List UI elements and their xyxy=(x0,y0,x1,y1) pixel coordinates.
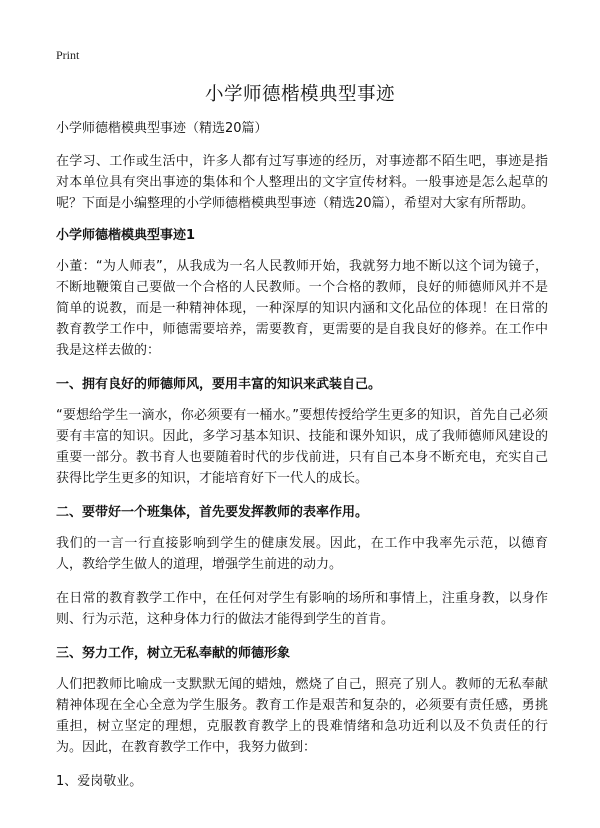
list-item: 1、爱岗敬业。 xyxy=(56,774,143,789)
section-paragraph: 小董：“为人师表”，从我成为一名人民教师开始，我就努力地不断以这个词为镜子，不断地鞭策自己要做一个合格的人民教师。一个合格的教师，良好的师德师风并不是简单的说教，而是一种精神体现，一种深厚的知识内涵和文化品位的体现！在日常的教育教学工作中，师德需要培养，需要教育，更需要的是自我良好的修养。在工作中我是这样去做的： xyxy=(56,259,548,358)
heading-two-paragraph-2: 在日常的教育教学工作中，在任何对学生有影响的场所和事情上，注重身教，以身作则、行为示范，这种身体力行的做法才能得到学生的首肯。 xyxy=(56,591,548,627)
heading-three: 三、努力工作，树立无私奉献的师德形象 xyxy=(56,646,291,661)
heading-one-paragraph: “要想给学生一滴水，你必须要有一桶水。”要想传授给学生更多的知识，首先自己必须要有丰富的知识。因此，多学习基本知识、技能和课外知识，成了我师德师风建设的重要一部分。教书育人也要随着时代的步伐前进，只有自己本身不断充电，充实自己获得比学生更多的知识，才能培育好下一代人的成长。 xyxy=(56,408,548,486)
document-title: 小学师德楷模典型事迹 xyxy=(204,84,395,105)
document-subtitle: 小学师德楷模典型事迹（精选20篇） xyxy=(56,121,268,136)
print-label: Print xyxy=(56,48,80,62)
heading-three-paragraph: 人们把教师比喻成一支默默无闻的蜡烛，燃烧了自己，照亮了别人。教师的无私奉献精神体现在全心全意为学生服务。教育工作是艰苦和复杂的，必须要有责任感，勇挑重担，树立坚定的理想，克服教育教学上的畏难情绪和急功近利以及不负责任的行为。因此，在教育教学工作中，我努力做到： xyxy=(56,677,548,755)
heading-two-paragraph-1: 我们的一言一行直接影响到学生的健康发展。因此，在工作中我率先示范，以德育人，教给学生做人的道理，增强学生前进的动力。 xyxy=(56,536,548,572)
heading-two: 二、要带好一个班集体，首先要发挥教师的表率作用。 xyxy=(56,505,369,520)
section-title: 小学师德楷模典型事迹1 xyxy=(56,228,196,243)
intro-paragraph: 在学习、工作或生活中，许多人都有过写事迹的经历，对事迹都不陌生吧，事迹是指对本单位具有突出事迹的集体和个人整理出的文字宣传材料。一般事迹是怎么起草的呢？下面是小编整理的小学师德楷模典型事迹（精选20篇），希望对大家有所帮助。 xyxy=(56,154,548,211)
heading-one: 一、拥有良好的师德师风，要用丰富的知识来武装自己。 xyxy=(56,377,382,392)
document-body xyxy=(56,118,548,792)
